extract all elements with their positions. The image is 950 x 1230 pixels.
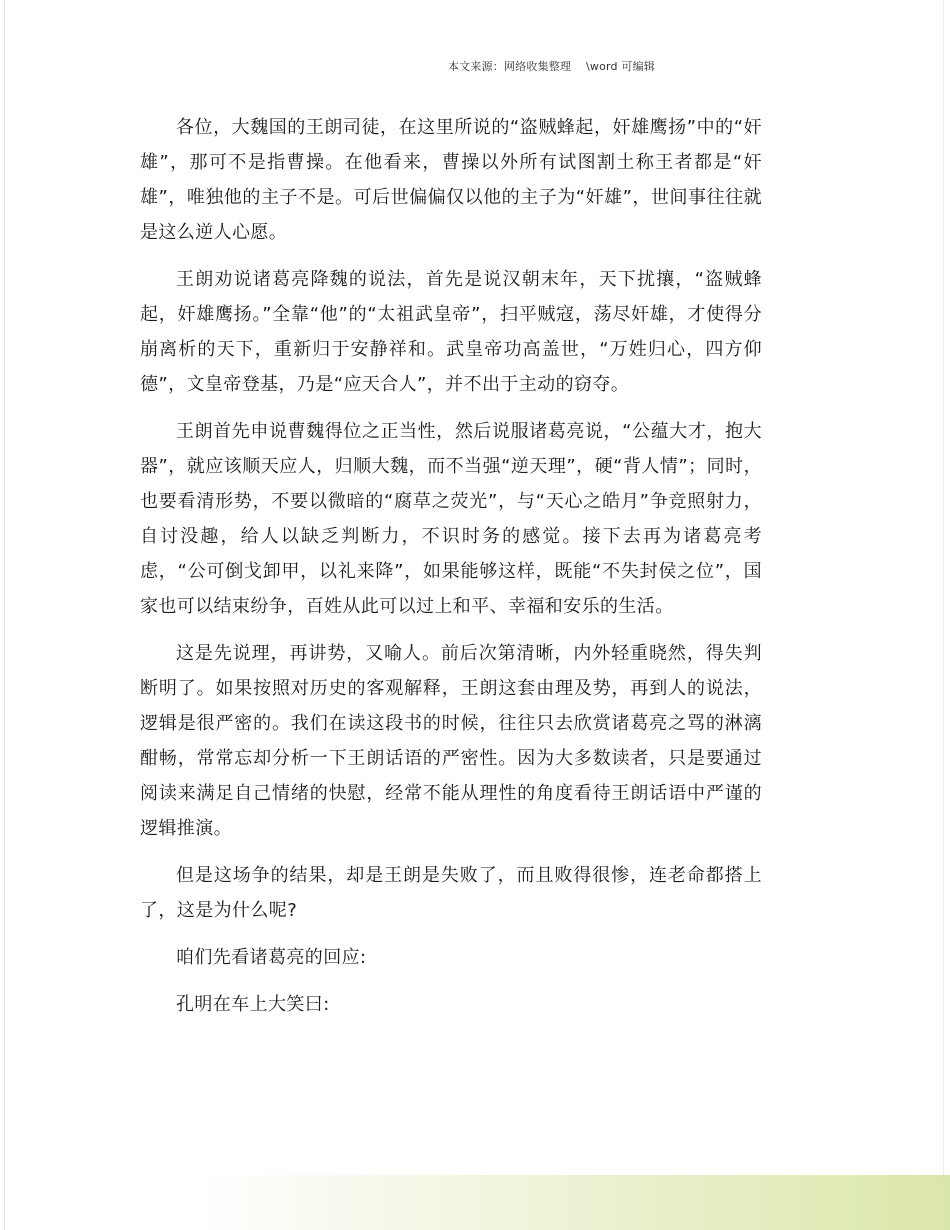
- page-footer-decoration: [200, 1175, 950, 1230]
- paragraph: 这是先说理，再讲势，又喻人。前后次第清晰，内外轻重晓然，得失判断明了。如果按照对历史的客观解释，王朗这套由理及势，再到人的说法，逻辑是很严密的。我们在读这段书的时候，往往只去欣赏诸葛亮之骂的淋漓酣畅，常常忘却分析一下王朗话语的严密性。因为大多数读者，只是要通过阅读来满足自己情绪的快慰，经常不能从理性的角度看待王朗话语中严谨的逻辑推演。: [140, 643, 762, 839]
- paragraph: 孔明在车上大笑曰:: [176, 994, 330, 1015]
- paragraph: 但是这场争的结果，却是王朗是失败了，而且败得很惨，连老命都搭上了，这是为什么呢?: [140, 865, 762, 921]
- paragraph: 王朗首先申说曹魏得位之正当性，然后说服诸葛亮说，“公蕴大才，抱大器”，就应该顺天应人，归顺大魏，而不当强“逆天理”，硬“背人情”；同时，也要看清形势，不要以微暗的“腐草之荧光”，与“天心之皓月”争竞照射力，自讨没趣，给人以缺乏判断力，不识时务的感觉。接下去再为诸葛亮考虑，“公可倒戈卸甲，以礼来降”，如果能够这样，既能“不失封侯之位”，国家也可以结束纷争，百姓从此可以过上和平、幸福和安乐的生活。: [140, 421, 762, 617]
- paragraph: 各位，大魏国的王朗司徒，在这里所说的“盗贼蜂起，奸雄鹰扬”中的“奸雄”，那可不是指曹操。在他看来，曹操以外所有试图割土称王者都是“奸雄”，唯独他的主子不是。可后世偏偏仅以他的主子为“奸雄”，世间事往往就是这么逆人心愿。: [140, 117, 762, 243]
- page-left-border: [4, 0, 5, 1230]
- document-body: [140, 110, 762, 1034]
- page-header-source-note: 本文来源：网络收集整理 \word 可编辑: [448, 60, 656, 73]
- page-right-border: [943, 0, 944, 1180]
- paragraph: 咱们先看诸葛亮的回应:: [176, 947, 367, 968]
- paragraph: 王朗劝说诸葛亮降魏的说法，首先是说汉朝末年，天下扰攘，“盗贼蜂起，奸雄鹰扬。”全靠“他”的“太祖武皇帝”，扫平贼寇，荡尽奸雄，才使得分崩离析的天下，重新归于安静祥和。武皇帝功高盖世，“万姓归心，四方仰德”，文皇帝登基，乃是“应天合人”，并不出于主动的窃夺。: [140, 269, 762, 395]
